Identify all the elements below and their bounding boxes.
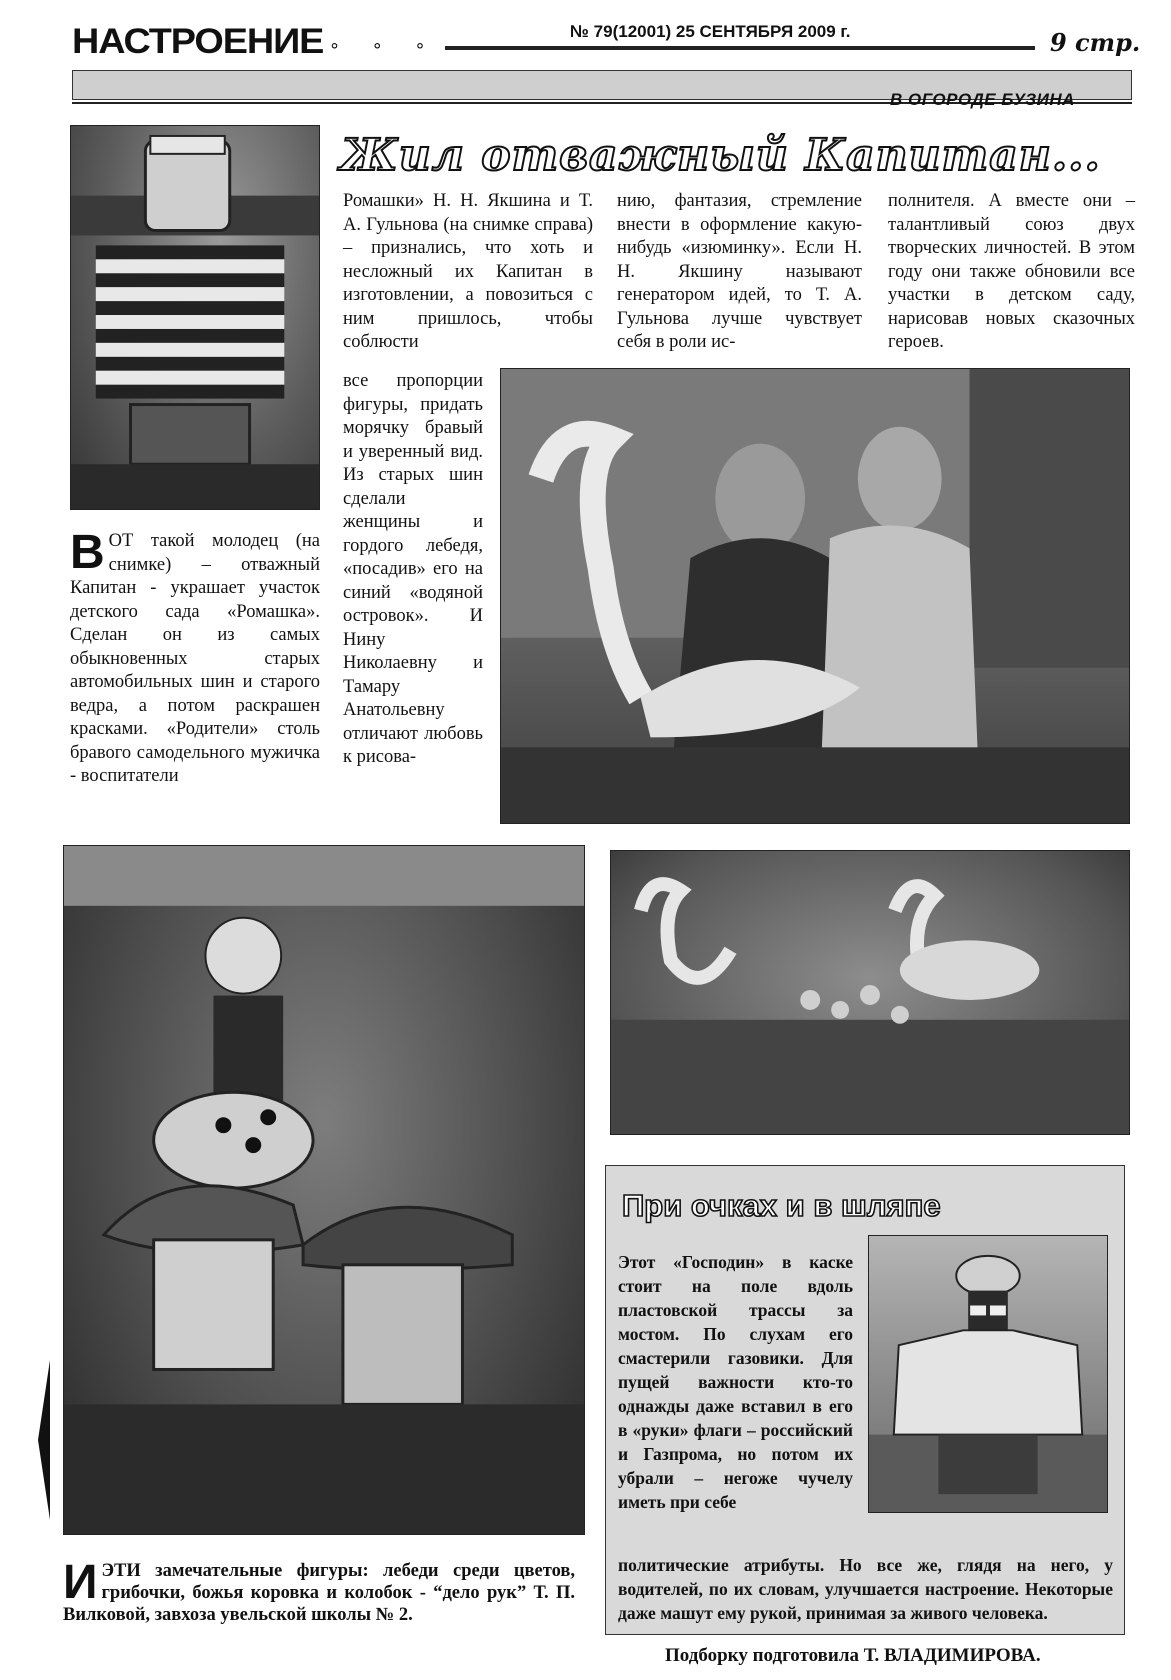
- scarecrow-icon: [869, 1236, 1107, 1512]
- article-column-4: полнителя. А вместе они – талантливый союз двух творческих личностей. В этом году они также обновили все участки в детском саду, нарисовав новых сказочных героев.: [888, 191, 1135, 352]
- intro-dropcap: В: [70, 526, 105, 579]
- garden-figures-photo: [63, 845, 585, 1535]
- article-column-3: нию, фантазия, стремление внести в оформление какую-нибудь «изюминку». Если Н. Н. Якшину называют генератором идей, то Т. А. Гульнова лучше чувствует себя в роли ис-: [617, 191, 862, 352]
- sidebar-text-1: Этот «Господин» в каске стоит на поле вдоль пластовской трассы за мостом. По слухам его смастерили газовики. Для пущей важности кто-то однажды даже вставил в его в «руки» флаги – российский и Газпрома, но потом их убрали – негоже чучелу иметь при себе: [618, 1251, 853, 1512]
- caption-dropcap: И: [63, 1556, 98, 1609]
- intro-text: ОТ такой молодец (на снимке) – отважный Капитан - украшает участок детского сада «Ромашка». Сделан он из самых обыкновенных старых автомобильных шин и старого ведра, а потом раскрашен красками. «Родители» столь бравого самодельного мужичка - воспитатели: [70, 531, 320, 786]
- women-swan-photo: [500, 368, 1130, 824]
- ladybug-mushrooms-icon: [64, 846, 584, 1534]
- swans-flowerbed-photo: [610, 850, 1130, 1135]
- captain-photo: [70, 125, 320, 510]
- swan-sculpture-icon: [501, 369, 1129, 823]
- sidebar-text-2: политические атрибуты. Но все же, глядя на него, у водителей, по их словам, улучшается настроение. Некоторые даже машут ему рукой, принимая за живого человека.: [618, 1554, 1113, 1623]
- page-number: 9 стр.: [1050, 28, 1141, 57]
- article-headline: Жил отважный Капитан...: [340, 130, 1101, 181]
- page-edge-arrow-icon: [38, 1360, 50, 1520]
- section-title: НАСТРОЕНИЕ: [72, 22, 324, 61]
- header-rule: [445, 46, 1035, 50]
- figures-caption: [63, 1556, 575, 1626]
- caption-text: ЭТИ замечательные фигуры: лебеди среди цветов, грибочки, божья коровка и колобок - “дело рук” Т. П. Вилковой, завхоза увельской школы № 2.: [63, 1561, 575, 1625]
- rubric-label: В ОГОРОДЕ БУЗИНА: [890, 90, 1075, 109]
- article-column-2b: все пропорции фигуры, придать морячку бравый и уверенный вид. Из старых шин сделали женщины и гордого лебедя, «посадив» его на синий «водяной островок». И Нину Николаевну и Тамару Анатольевну отличают любовь к рисова-: [343, 371, 483, 767]
- swans-flowers-icon: [611, 851, 1129, 1134]
- intro-paragraph: [70, 526, 320, 789]
- scarecrow-photo: [868, 1235, 1108, 1513]
- article-column-2: Ромашки» Н. Н. Якшина и Т. А. Гульнова (на снимке справа) – признались, что хоть и несложный их Капитан в изготовлении, а повозиться с ним пришлось, чтобы соблюсти: [343, 191, 593, 352]
- byline: Подборку подготовила Т. ВЛАДИМИРОВА.: [665, 1645, 1041, 1666]
- sidebar-title: При очках и в шляпе: [622, 1188, 941, 1223]
- header-dots: ° ° °: [330, 40, 439, 61]
- issue-date: № 79(12001) 25 СЕНТЯБРЯ 2009 г.: [570, 22, 851, 41]
- captain-figure-icon: [71, 126, 319, 509]
